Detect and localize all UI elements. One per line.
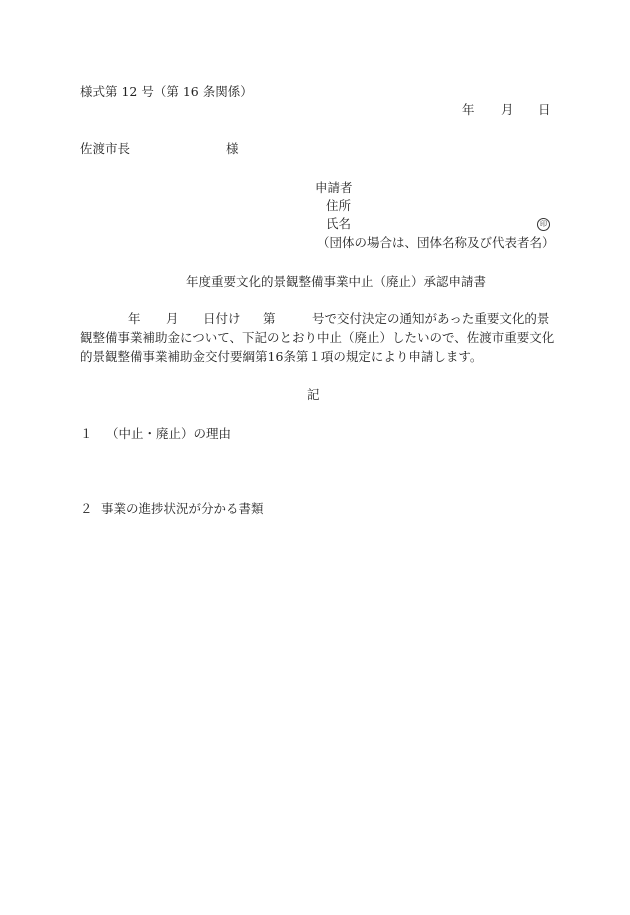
- body-line3: 的景観整備事業補助金交付要綱第16条第１項の規定により申請します。: [80, 349, 483, 364]
- addressee-honorific: 様: [226, 141, 239, 156]
- body-line2-text: 観整備事業補助金について、下記のとおり中止（廃止）したいので、佐渡市重要文化: [80, 330, 555, 345]
- body-month: 月: [166, 311, 179, 326]
- seal-mark: [535, 216, 550, 232]
- applicant-name-label: 氏名: [326, 216, 352, 231]
- item-1-text: （中止・廃止）の理由: [106, 426, 232, 441]
- date-day-label: 日: [538, 102, 551, 117]
- item-1-number: １: [80, 426, 93, 441]
- date-month-label: 月: [501, 102, 514, 117]
- ki-heading: 記: [307, 387, 320, 402]
- seal-icon: 印: [537, 218, 550, 231]
- item-2-text: 事業の進捗状況が分かる書類: [101, 501, 264, 516]
- applicant-note: （団体の場合は、団体名称及び代表者名）: [317, 235, 555, 250]
- document-title: 年度重要文化的景観整備事業中止（廃止）承認申請書: [186, 274, 487, 289]
- body-date-suffix: 日付け: [203, 311, 241, 326]
- form-number: 様式第 12 号（第 16 条関係）: [80, 84, 253, 99]
- date-year-label: 年: [462, 102, 475, 117]
- body-number-prefix: 第: [263, 311, 276, 326]
- addressee-name: 佐渡市長: [80, 141, 131, 156]
- applicant-address-label: 住所: [326, 198, 352, 213]
- body-line1-rest: [312, 311, 548, 327]
- body-line1-text: 号で交付決定の通知があった重要文化的景: [312, 311, 550, 326]
- body-line2: [80, 330, 555, 346]
- applicant-heading: 申請者: [315, 180, 353, 195]
- item-2-number: ２: [80, 501, 93, 516]
- body-year: 年: [128, 311, 141, 326]
